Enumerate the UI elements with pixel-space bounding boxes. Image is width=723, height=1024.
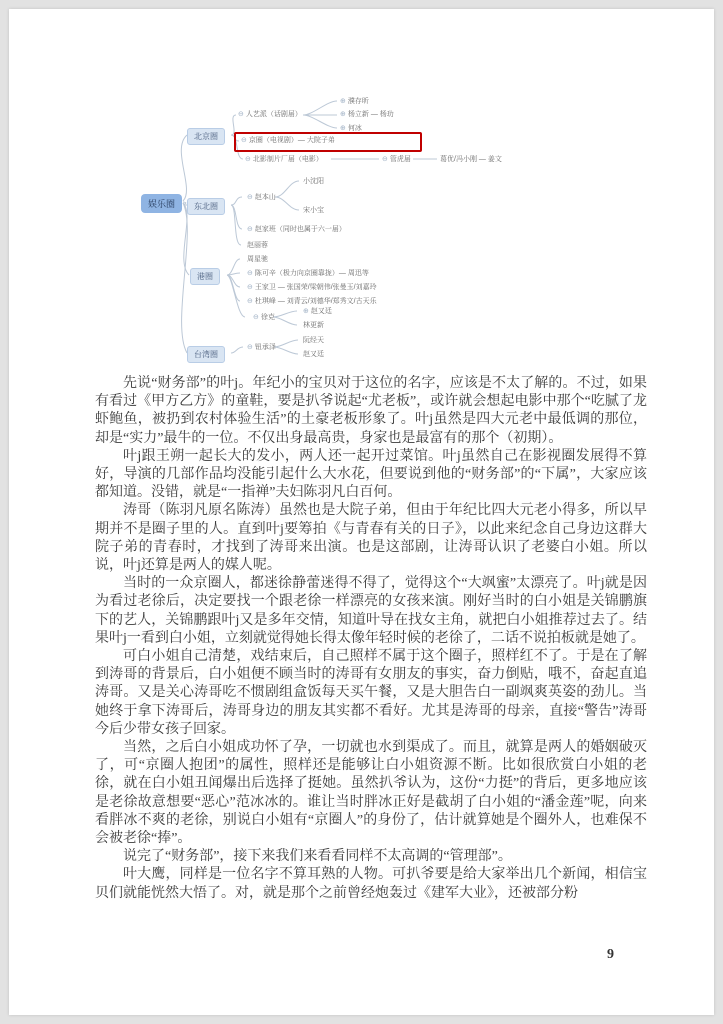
mindmap-node-label: 人艺派（话剧届） bbox=[245, 111, 302, 118]
expand-icon: ⊕ bbox=[340, 125, 346, 132]
mindmap-node bbox=[303, 307, 332, 316]
mindmap-node-highlighted bbox=[241, 136, 335, 145]
mindmap-node-label: 宋小宝 bbox=[303, 207, 324, 214]
mindmap-node bbox=[340, 97, 369, 106]
mindmap-figure bbox=[135, 89, 597, 373]
mindmap-node-label: 杨立新 — 杨玏 bbox=[347, 111, 394, 118]
collapse-icon: ⊖ bbox=[241, 137, 247, 144]
expand-icon: ⊕ bbox=[340, 111, 346, 118]
mindmap-node bbox=[303, 321, 324, 330]
mindmap-node bbox=[247, 297, 377, 306]
paragraph: 叶j跟王朔一起长大的发小，两人还一起开过菜馆。叶j虽然自己在影视圈发展得不算好，导演的几部作品均没能引起什么大水花，但要说到他的“财务部”的“下属”，大家应该都知道。没错，就是“一指禅”夫妇陈羽凡白百何。 bbox=[95, 448, 647, 501]
mindmap-node-label: 北影制片厂届（电影） bbox=[252, 156, 323, 163]
mindmap-node-label: 赵又廷 bbox=[303, 351, 324, 358]
mindmap-node bbox=[247, 225, 346, 234]
mindmap-node bbox=[245, 155, 323, 164]
mindmap-branch-beijing: 北京圈 bbox=[187, 128, 225, 145]
mindmap-branch-gang: 港圈 bbox=[190, 268, 220, 285]
collapse-icon: ⊖ bbox=[247, 298, 253, 305]
document-page bbox=[9, 9, 714, 1015]
mindmap-node-label: 葛优/冯小刚 — 姜文 bbox=[440, 156, 502, 163]
mindmap-branch-taiwan: 台湾圈 bbox=[187, 346, 225, 363]
mindmap-node bbox=[238, 110, 302, 119]
mindmap-node bbox=[247, 269, 369, 278]
mindmap-node bbox=[340, 110, 394, 119]
mindmap-node bbox=[247, 283, 377, 292]
mindmap-node bbox=[440, 155, 502, 164]
mindmap-node-label: 何冰 bbox=[347, 125, 362, 132]
expand-icon: ⊕ bbox=[340, 98, 346, 105]
page-number: 9 bbox=[607, 947, 614, 962]
mindmap-node-label: 赵家班（同时也属于六一届） bbox=[254, 226, 346, 233]
expand-icon: ⊕ bbox=[303, 308, 309, 315]
mindmap-node-label: 京圈（电视剧）— 大院子弟 bbox=[248, 137, 335, 144]
mindmap-node bbox=[340, 124, 362, 133]
paragraph: 当时的一众京圈人，都迷徐静蕾迷得不得了，觉得这个“大飒蜜”太漂亮了。叶j就是因为看过老徐后，决定要找一个跟老徐一样漂亮的女孩来演。刚好当时的白小姐是关锦鹏旗下的艺人，关锦鹏跟叶j又是多年交情，知道叶导在找女主角，就把白小姐推荐过去了。结果叶j一看到白小姐，立刻就觉得她长得太像年轻时候的老徐了，二话不说拍板就是她了。 bbox=[95, 576, 647, 646]
mindmap-node bbox=[247, 343, 276, 352]
collapse-icon: ⊖ bbox=[247, 194, 253, 201]
mindmap-node-label: 赵本山 bbox=[254, 194, 276, 201]
mindmap-node bbox=[253, 313, 275, 322]
mindmap-root-node: 娱乐圈 bbox=[141, 194, 182, 213]
paragraph: 当然，之后白小姐成功怀了孕，一切就也水到渠成了。而且，就算是两人的婚姻破灭了，可“京圈人抱团”的属性，照样还是能够让白小姐资源不断。比如很欣赏白小姐的老徐，就在白小姐丑闻爆出后选择了挺她。虽然扒爷认为，这份“力挺”的背后，更多地应该是老徐故意想要“恶心”范冰冰的。谁让当时胖冰正好是截胡了白小姐的“潘金莲”呢，向来看胖冰不爽的老徐，别说白小姐有“京圈人”的身份了，估计就算她是个圈外人，也难保不会被老徐“捧”。 bbox=[95, 740, 647, 847]
mindmap-node-label: 赵又廷 bbox=[310, 308, 332, 315]
mindmap-node-label: 赵丽蓉 bbox=[247, 242, 268, 249]
mindmap-node-label: 徐克 bbox=[260, 314, 275, 321]
mindmap-node-label: 王家卫 — 张国荣/梁朝伟/张曼玉/刘嘉玲 bbox=[254, 284, 377, 291]
paragraph: 叶大鹰，同样是一位名字不算耳熟的人物。可扒爷要是给大家举出几个新闻，相信宝贝们就能恍然大悟了。对，就是那个之前曾经炮轰过《建军大业》，还被部分粉 bbox=[95, 867, 647, 901]
paragraph: 先说“财务部”的叶j。年纪小的宝贝对于这位的名字，应该是不太了解的。不过，如果有看过《甲方乙方》的童鞋，要是扒爷说起“尤老板”，或许就会想起电影中那个“吃腻了龙虾鲍鱼，被扔到农村体验生活”的土豪老板形象了。叶j虽然是四大元老中最低调的那位，却是“实力”最牛的一位。不仅出身最高贵，身家也是最富有的那个（初期）。 bbox=[95, 376, 647, 446]
mindmap-node bbox=[303, 336, 324, 345]
paragraph: 涛哥（陈羽凡原名陈涛）虽然也是大院子弟，但由于年纪比四大元老小得多，所以早期并不是圈子里的人。直到叶j要筹拍《与青春有关的日子》，以此来纪念自己身边这群大院子弟的青春时，才找到了涛哥来出演。也是这部剧，让涛哥认识了老婆白小姐。所以说，叶j还算是两人的媒人呢。 bbox=[95, 503, 647, 574]
mindmap-branch-dongbei: 东北圈 bbox=[187, 198, 225, 215]
mindmap-node bbox=[247, 193, 276, 202]
collapse-icon: ⊖ bbox=[247, 270, 253, 277]
mindmap-node-label: 管虎届 bbox=[389, 156, 411, 163]
mindmap-node-label: 小沈阳 bbox=[303, 178, 324, 185]
mindmap-node bbox=[303, 350, 324, 359]
mindmap-node-label: 林更新 bbox=[303, 322, 324, 329]
mindmap-node-label: 陈可辛（极力向京圈靠拢）— 周迅等 bbox=[254, 270, 369, 277]
collapse-icon: ⊖ bbox=[247, 284, 253, 291]
mindmap-node-label: 濮存昕 bbox=[347, 98, 369, 105]
collapse-icon: ⊖ bbox=[253, 314, 259, 321]
collapse-icon: ⊖ bbox=[382, 156, 388, 163]
mindmap-node bbox=[303, 177, 324, 186]
collapse-icon: ⊖ bbox=[238, 111, 244, 118]
mindmap-node-label: 周星驰 bbox=[247, 256, 268, 263]
collapse-icon: ⊖ bbox=[247, 226, 253, 233]
mindmap-node-label: 钮承泽 bbox=[254, 344, 276, 351]
mindmap-node bbox=[303, 206, 324, 215]
collapse-icon: ⊖ bbox=[245, 156, 251, 163]
mindmap-node bbox=[247, 241, 268, 250]
mindmap-node bbox=[247, 255, 268, 264]
paragraph: 可白小姐自己清楚，戏结束后，自己照样不属于这个圈子，照样红不了。于是在了解到涛哥的背景后，白小姐便不顾当时的涛哥有女朋友的事实，奋力倒贴，哦不，奋起直追涛哥。又是关心涛哥吃不惯剧组盒饭每天买午餐，又是大胆告白一副飒爽英姿的劲儿。当她终于拿下涛哥后，涛哥身边的朋友其实都不看好。尤其是涛哥的母亲，直接“警告”涛哥今后少带女孩子回家。 bbox=[95, 649, 647, 737]
mindmap-node-label: 杜琪峰 — 刘青云/刘德华/郑秀文/古天乐 bbox=[254, 298, 377, 305]
mindmap-node bbox=[382, 155, 411, 164]
paragraph: 说完了“财务部”，接下来我们来看看同样不太高调的“管理部”。 bbox=[123, 849, 512, 865]
collapse-icon: ⊖ bbox=[247, 344, 253, 351]
mindmap-node-label: 阮经天 bbox=[303, 337, 324, 344]
article-body bbox=[95, 375, 647, 903]
